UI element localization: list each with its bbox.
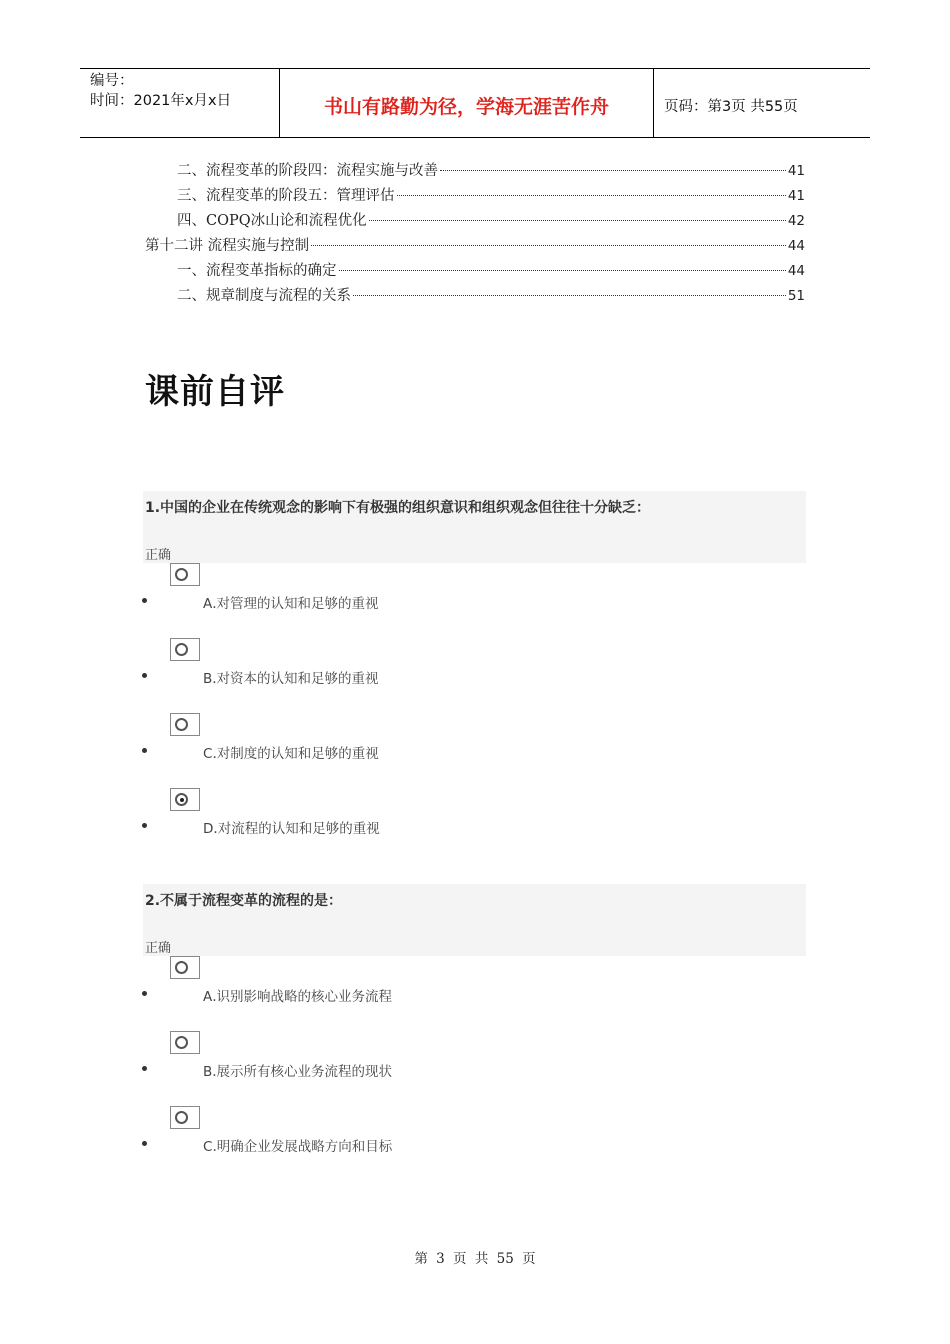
option-label[interactable] bbox=[203, 817, 380, 837]
question-header bbox=[143, 491, 806, 563]
answer-status: 正确 bbox=[145, 548, 172, 563]
answer-option[interactable] bbox=[140, 1031, 640, 1105]
toc-leader-dots bbox=[339, 270, 786, 271]
bullet-icon bbox=[142, 1066, 147, 1071]
header-meta bbox=[80, 69, 280, 137]
radio-button[interactable] bbox=[175, 961, 188, 974]
toc-entry-page: 41 bbox=[787, 163, 805, 179]
option-text: .对制度的认知和足够的重视 bbox=[212, 746, 379, 762]
answer-option[interactable] bbox=[140, 956, 640, 1030]
toc-leader-dots bbox=[440, 170, 786, 171]
toc-entry[interactable] bbox=[145, 184, 805, 209]
toc-entry[interactable] bbox=[145, 234, 805, 259]
radio-button[interactable] bbox=[175, 1036, 188, 1049]
radio-button[interactable] bbox=[175, 1111, 188, 1124]
option-text: .展示所有核心业务流程的现状 bbox=[212, 1064, 393, 1080]
header-motto: 书山有路勤为径，学海无涯苦作舟 bbox=[280, 69, 654, 137]
header-page-info: 页码：第3页 共55页 bbox=[664, 98, 798, 115]
toc-entry-page: 51 bbox=[787, 288, 805, 304]
table-of-contents bbox=[145, 159, 805, 309]
bullet-icon bbox=[142, 1141, 147, 1146]
toc-entry[interactable] bbox=[145, 209, 805, 234]
bullet-icon bbox=[142, 991, 147, 996]
option-label[interactable] bbox=[203, 667, 379, 687]
option-text: .识别影响战略的核心业务流程 bbox=[212, 989, 393, 1005]
answer-option[interactable] bbox=[140, 713, 640, 787]
toc-entry-page: 42 bbox=[787, 213, 805, 229]
toc-entry-page: 44 bbox=[787, 263, 805, 279]
answer-option[interactable] bbox=[140, 788, 640, 862]
question-title: 1.中国的企业在传统观念的影响下有极强的组织意识和组织观念但往往十分缺乏： bbox=[145, 500, 651, 516]
toc-entry-title: 四、COPQ冰山论和流程优化 bbox=[177, 213, 367, 229]
option-key: D bbox=[203, 821, 214, 837]
radio-container[interactable] bbox=[170, 713, 200, 736]
toc-entry-title: 二、流程变革的阶段四：流程实施与改善 bbox=[177, 163, 438, 179]
bullet-icon bbox=[142, 748, 147, 753]
time-label: 时间：2021年x月x日 bbox=[90, 93, 232, 109]
radio-button[interactable] bbox=[175, 718, 188, 731]
toc-entry-title: 二、规章制度与流程的关系 bbox=[177, 288, 351, 304]
answer-status: 正确 bbox=[145, 941, 172, 956]
section-title: 课前自评 bbox=[145, 372, 285, 412]
toc-entry[interactable] bbox=[145, 259, 805, 284]
radio-container[interactable] bbox=[170, 1106, 200, 1129]
option-label[interactable] bbox=[203, 985, 392, 1005]
radio-container[interactable] bbox=[170, 1031, 200, 1054]
toc-leader-dots bbox=[353, 295, 786, 296]
option-key: C bbox=[203, 1139, 213, 1155]
toc-entry-title: 一、流程变革指标的确定 bbox=[177, 263, 337, 279]
radio-container[interactable] bbox=[170, 956, 200, 979]
answer-option[interactable] bbox=[140, 1106, 640, 1180]
option-text: .明确企业发展战略方向和目标 bbox=[212, 1139, 393, 1155]
code-label: 编号： bbox=[90, 73, 134, 89]
toc-entry-title: 第十二讲 流程实施与控制 bbox=[145, 238, 310, 254]
toc-entry-title: 三、流程变革的阶段五：管理评估 bbox=[177, 188, 395, 204]
page-footer: 第 3 页 共 55 页 bbox=[414, 1251, 536, 1267]
option-key: A bbox=[203, 989, 213, 1005]
option-key: A bbox=[203, 596, 213, 612]
radio-button[interactable] bbox=[175, 568, 188, 581]
toc-leader-dots bbox=[397, 195, 786, 196]
toc-leader-dots bbox=[369, 220, 786, 221]
radio-button[interactable] bbox=[175, 643, 188, 656]
radio-container[interactable] bbox=[170, 638, 200, 661]
radio-container[interactable] bbox=[170, 788, 200, 811]
bullet-icon bbox=[142, 673, 147, 678]
bullet-icon bbox=[142, 598, 147, 603]
question-title: 2.不属于流程变革的流程的是： bbox=[145, 893, 343, 909]
toc-entry[interactable] bbox=[145, 284, 805, 309]
page-header bbox=[80, 68, 870, 138]
toc-entry[interactable] bbox=[145, 159, 805, 184]
option-key: B bbox=[203, 1064, 213, 1080]
option-label[interactable] bbox=[203, 742, 379, 762]
toc-leader-dots bbox=[311, 245, 786, 246]
answer-option[interactable] bbox=[140, 638, 640, 712]
option-label[interactable] bbox=[203, 592, 379, 612]
toc-entry-page: 44 bbox=[787, 238, 805, 254]
toc-entry-page: 41 bbox=[787, 188, 805, 204]
option-text: .对资本的认知和足够的重视 bbox=[212, 671, 379, 687]
option-text: .对流程的认知和足够的重视 bbox=[213, 821, 380, 837]
radio-button[interactable] bbox=[175, 793, 188, 806]
bullet-icon bbox=[142, 823, 147, 828]
option-label[interactable] bbox=[203, 1135, 392, 1155]
option-key: B bbox=[203, 671, 213, 687]
option-text: .对管理的认知和足够的重视 bbox=[212, 596, 379, 612]
option-key: C bbox=[203, 746, 213, 762]
answer-option[interactable] bbox=[140, 563, 640, 637]
radio-container[interactable] bbox=[170, 563, 200, 586]
question-header bbox=[143, 884, 806, 956]
option-label[interactable] bbox=[203, 1060, 392, 1080]
